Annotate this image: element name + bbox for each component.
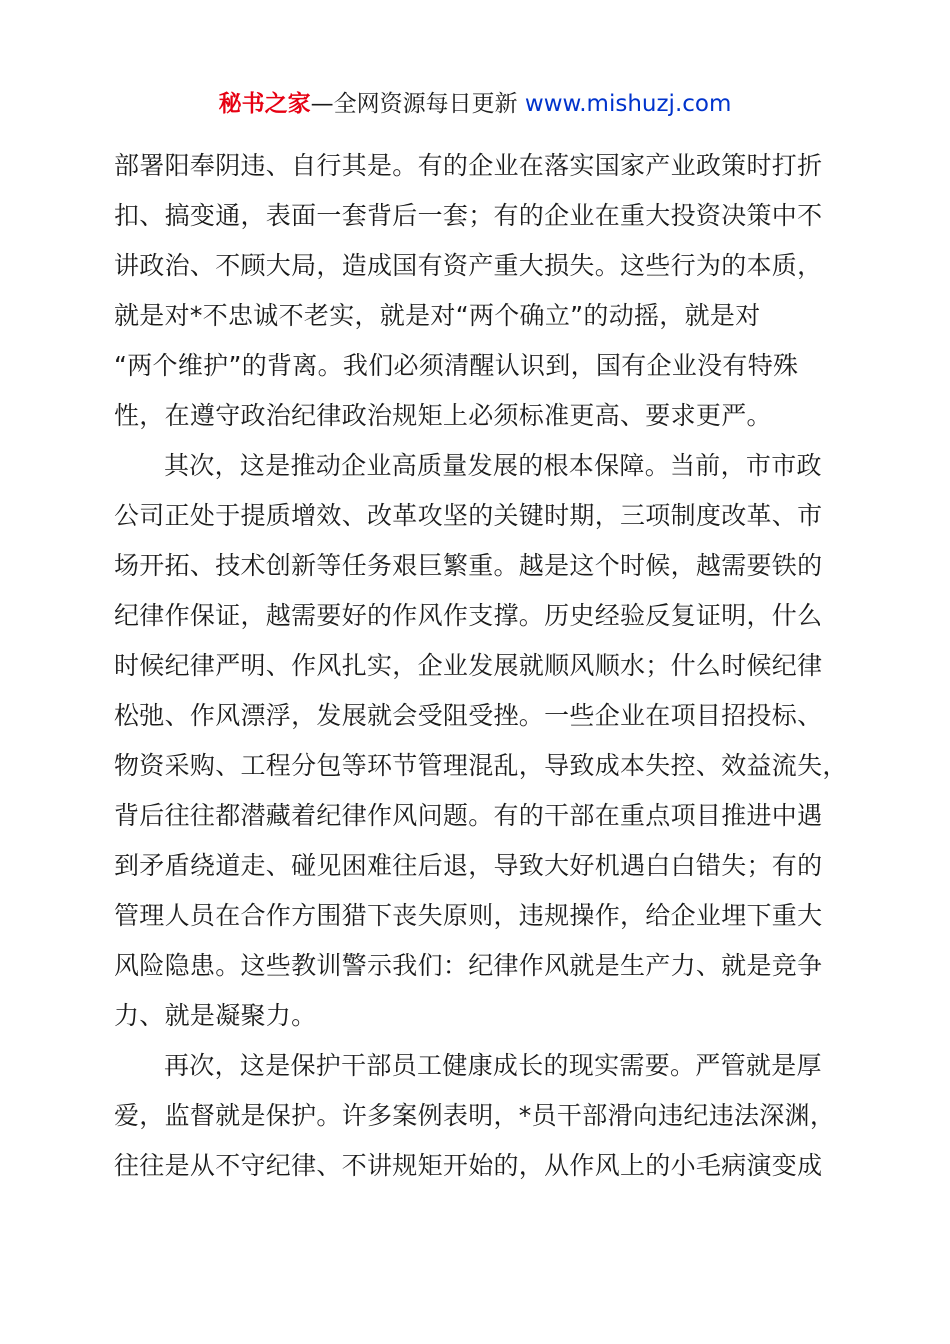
text-line: 扣、搞变通，表面一套背后一套；有的企业在重大投资决策中不 (114, 201, 823, 230)
text-line: 纪律作保证，越需要好的作风作支撑。历史经验反复证明，什么 (114, 601, 823, 630)
text-line: 场开拓、技术创新等任务艰巨繁重。越是这个时候，越需要铁的 (114, 551, 823, 580)
text-line: 风险隐患。这些教训警示我们：纪律作风就是生产力、就是竞争 (114, 951, 823, 980)
text-line: 时候纪律严明、作风扎实，企业发展就顺风顺水；什么时候纪律 (114, 651, 823, 680)
text-line: 物资采购、工程分包等环节管理混乱，导致成本失控、效益流失， (114, 751, 848, 780)
text-line: 再次，这是保护干部员工健康成长的现实需要。严管就是厚 (164, 1051, 822, 1080)
text-line: 性，在遵守政治纪律政治规矩上必须标准更高、要求更严。 (114, 401, 772, 430)
text-line: 爱，监督就是保护。许多案例表明，*员干部滑向违纪违法深渊， (114, 1101, 836, 1130)
site-brand: 秘书之家 (218, 91, 311, 117)
text-line: 讲政治、不顾大局，造成国有资产重大损失。这些行为的本质， (114, 251, 823, 280)
text-line: 公司正处于提质增效、改革攻坚的关键时期，三项制度改革、市 (114, 501, 823, 530)
text-line: 管理人员在合作方围猎下丧失原则，违规操作，给企业埋下重大 (114, 901, 823, 930)
text-line: 力、就是凝聚力。 (114, 1001, 317, 1030)
text-line: 松弛、作风漂浮，发展就会受阻受挫。一些企业在项目招投标、 (114, 701, 823, 730)
text-line: “两个维护”的背离。我们必须清醒认识到，国有企业没有特殊 (114, 351, 799, 380)
text-line: 背后往往都潜藏着纪律作风问题。有的干部在重点项目推进中遇 (114, 801, 823, 830)
text-line: 其次，这是推动企业高质量发展的根本保障。当前，市市政 (164, 451, 822, 480)
text-line: 部署阳奉阴违、自行其是。有的企业在落实国家产业政策时打折 (114, 151, 823, 180)
text-line: 往往是从不守纪律、不讲规矩开始的，从作风上的小毛病演变成 (114, 1151, 823, 1180)
text-line: 就是对*不忠诚不老实，就是对“两个确立”的动摇，就是对 (114, 301, 761, 330)
document-body (114, 141, 848, 1191)
site-header (0, 88, 950, 120)
site-tagline: —全网资源每日更新 (310, 91, 525, 117)
site-url-link[interactable]: www.mishuzj.com (524, 91, 732, 117)
text-line: 到矛盾绕道走、碰见困难往后退，导致大好机遇白白错失；有的 (114, 851, 823, 880)
